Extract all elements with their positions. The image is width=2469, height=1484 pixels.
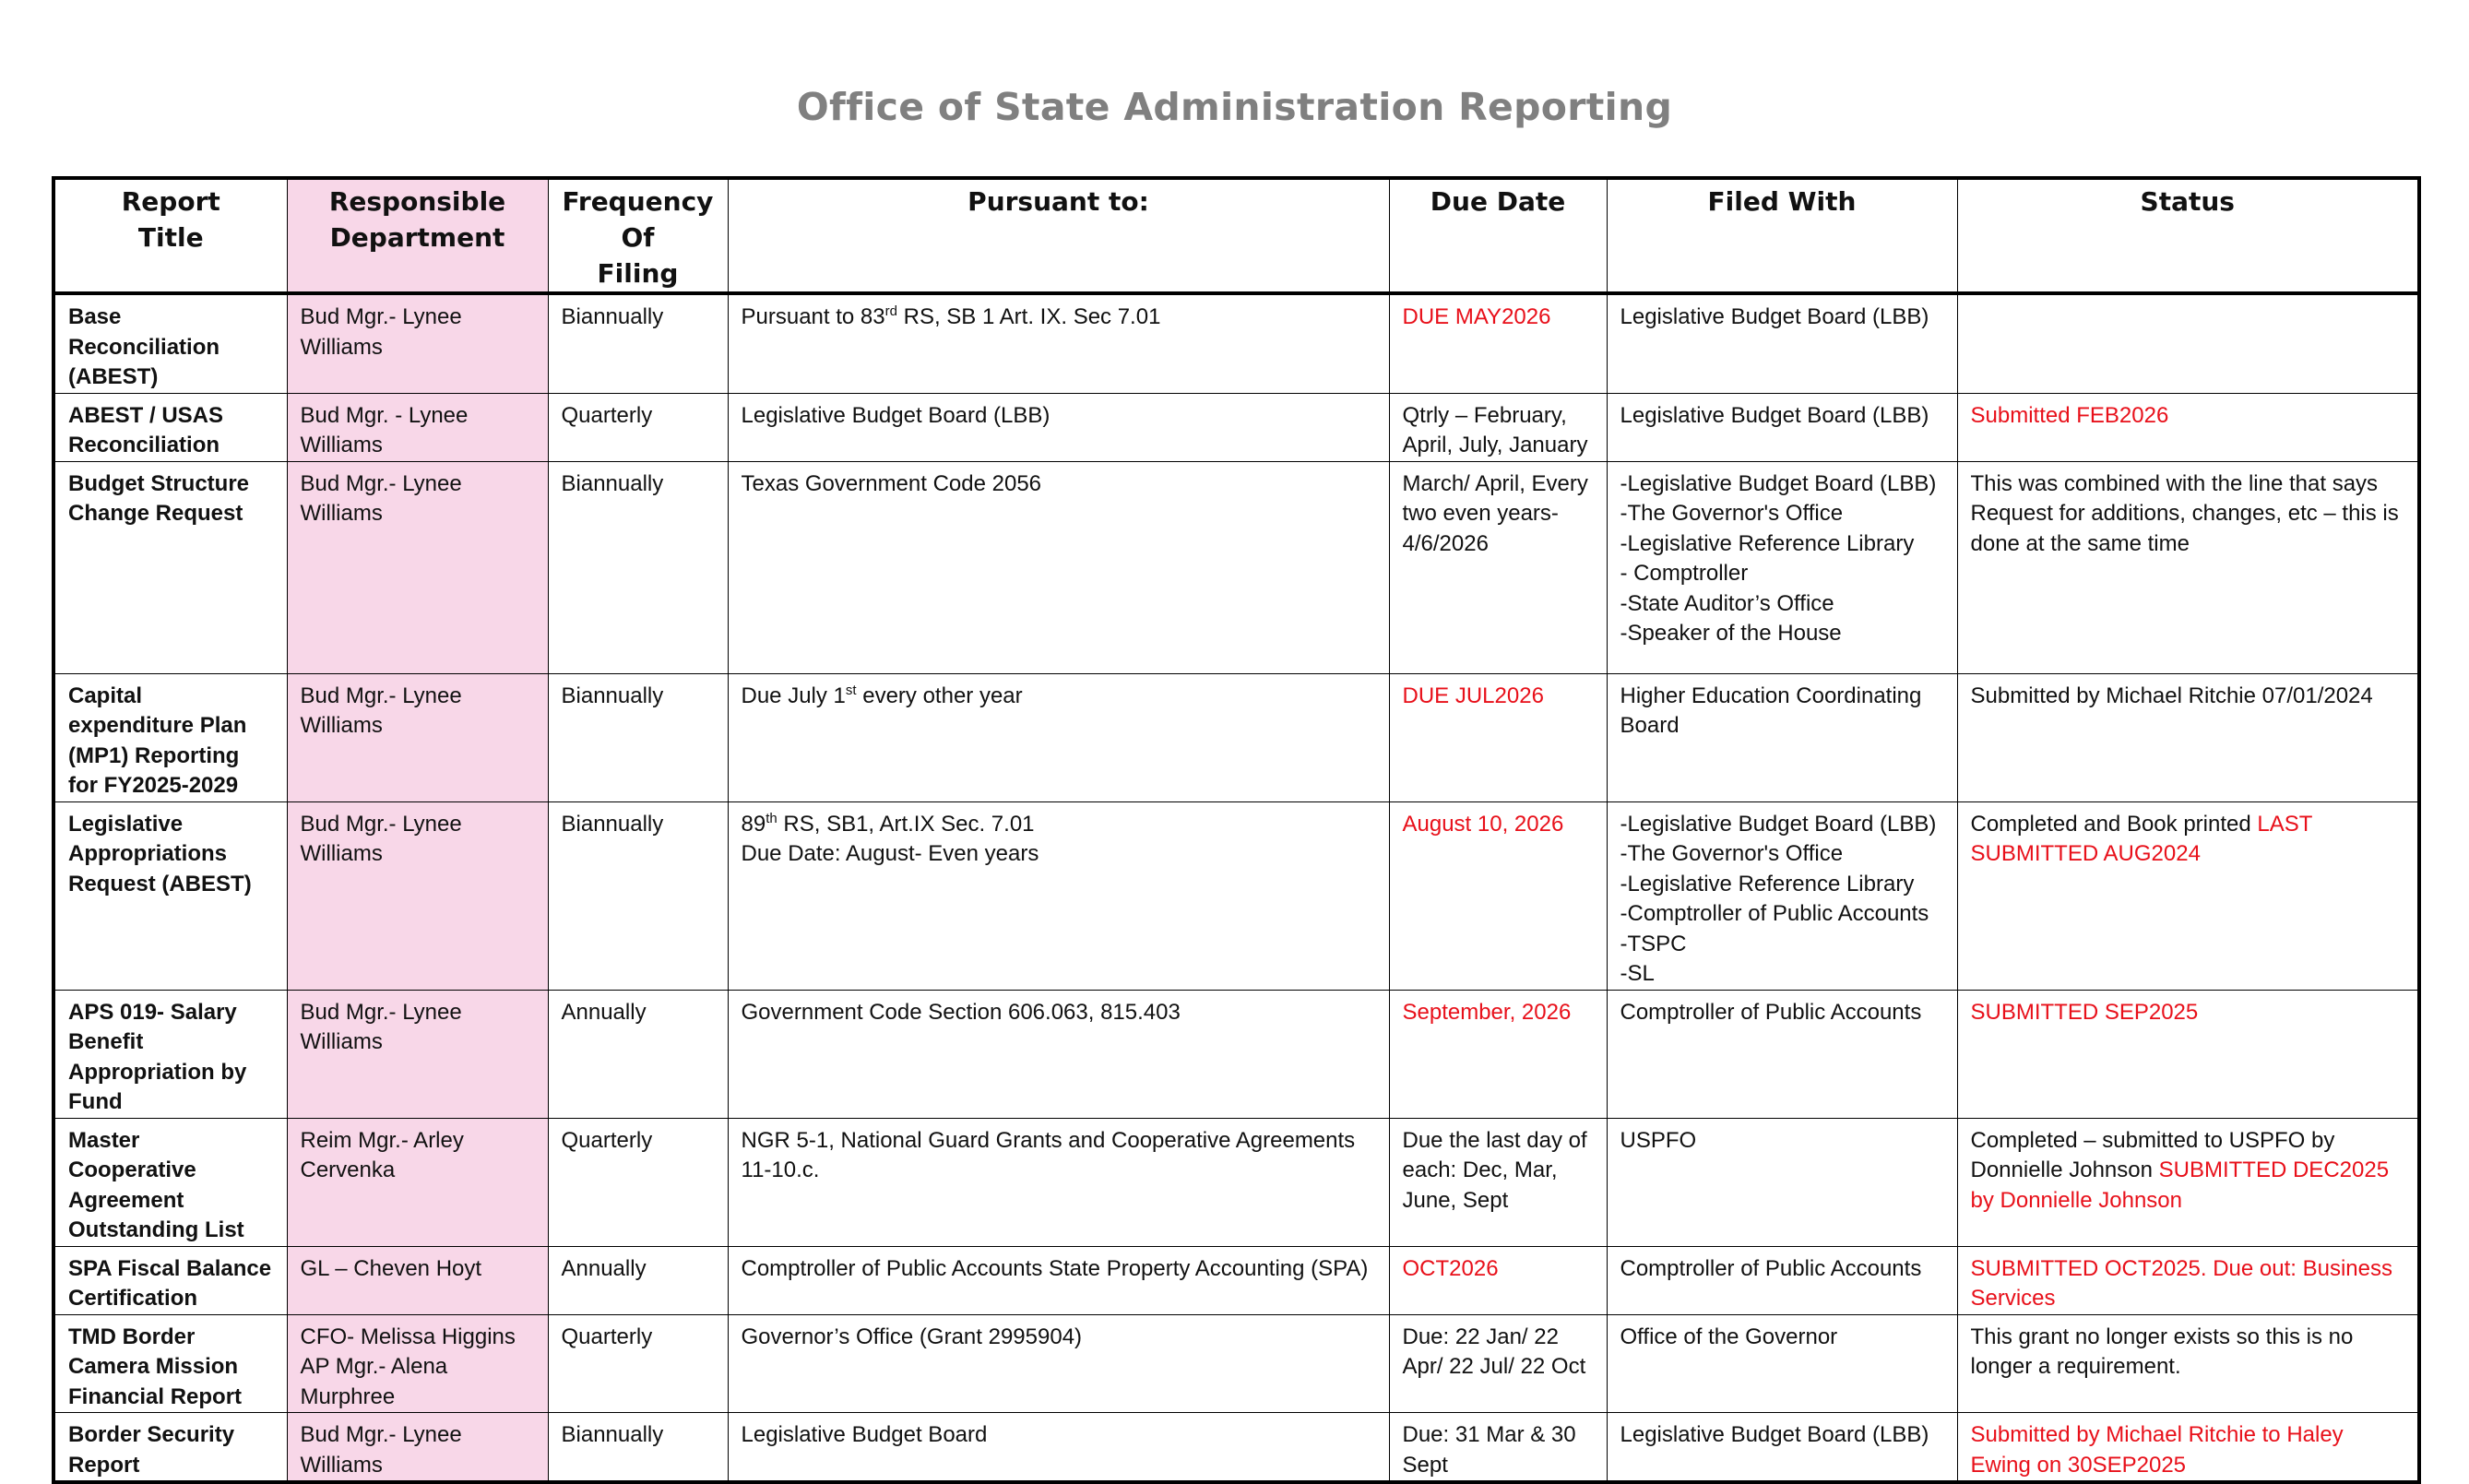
filed-with-cell: Legislative Budget Board (LBB) — [1607, 1413, 1957, 1483]
table-row — [53, 461, 2419, 673]
filed-with-cell: Legislative Budget Board (LBB) — [1607, 293, 1957, 393]
report-title-cell: Border Security Report — [53, 1413, 287, 1483]
frequency-cell: Quarterly — [548, 393, 728, 461]
pursuant-superscript: th — [766, 810, 777, 826]
frequency-cell: Biannually — [548, 293, 728, 393]
status-cell — [1957, 293, 2419, 393]
filed-with-cell: Office of the Governor — [1607, 1314, 1957, 1413]
frequency-cell: Biannually — [548, 801, 728, 990]
filed-with-cell: Comptroller of Public Accounts — [1607, 1246, 1957, 1314]
pursuant-cell — [728, 673, 1389, 801]
table-row — [53, 990, 2419, 1118]
department-cell: Bud Mgr. - Lynee Williams — [287, 393, 548, 461]
pursuant-cell — [728, 801, 1389, 990]
filed-with-cell: Comptroller of Public Accounts — [1607, 990, 1957, 1118]
header-department: Responsible Department — [287, 178, 548, 293]
header-status: Status — [1957, 178, 2419, 293]
due-date-cell: March/ April, Every two even years- 4/6/2026 — [1389, 461, 1607, 673]
due-date-cell: Due the last day of each: Dec, Mar, June, Sept — [1389, 1118, 1607, 1246]
department-cell: Reim Mgr.- Arley Cervenka — [287, 1118, 548, 1246]
report-title-cell: Base Reconciliation (ABEST) — [53, 293, 287, 393]
report-title-cell: ABEST / USAS Reconciliation — [53, 393, 287, 461]
header-due-date: Due Date — [1389, 178, 1607, 293]
department-cell: GL – Cheven Hoyt — [287, 1246, 548, 1314]
pursuant-cell — [728, 393, 1389, 461]
pursuant-text: Legislative Budget Board — [741, 1422, 988, 1447]
status-text: Completed and Book printed — [1970, 811, 2258, 837]
pursuant-text-cont: every other year — [856, 683, 1023, 708]
due-date-cell: Due: 22 Jan/ 22 Apr/ 22 Jul/ 22 Oct — [1389, 1314, 1607, 1413]
header-frequency: Frequency Of Filing — [548, 178, 728, 293]
pursuant-cell — [728, 461, 1389, 673]
pursuant-text-cont: RS, SB 1 Art. IX. Sec 7.01 — [896, 304, 1161, 329]
pursuant-cell — [728, 1413, 1389, 1483]
table-row — [53, 1413, 2419, 1483]
filed-with-cell: Higher Education Coordinating Board — [1607, 673, 1957, 801]
report-title-cell: Budget Structure Change Request — [53, 461, 287, 673]
filed-with-cell: USPFO — [1607, 1118, 1957, 1246]
department-cell: CFO- Melissa Higgins AP Mgr.- Alena Murphree — [287, 1314, 548, 1413]
department-cell: Bud Mgr.- Lynee Williams — [287, 1413, 548, 1483]
pursuant-cell — [728, 293, 1389, 393]
pursuant-text: Governor’s Office (Grant 2995904) — [741, 1324, 1083, 1349]
frequency-cell: Annually — [548, 990, 728, 1118]
department-cell: Bud Mgr.- Lynee Williams — [287, 461, 548, 673]
status-alert-text: SUBMITTED OCT2025. Due out: Business Services — [1970, 1255, 2392, 1311]
pursuant-text: Pursuant to 83 — [741, 304, 885, 329]
status-cell — [1957, 1118, 2419, 1246]
frequency-cell: Biannually — [548, 673, 728, 801]
department-cell: Bud Mgr.- Lynee Williams — [287, 293, 548, 393]
report-title-cell: Legislative Appropriations Request (ABEST) — [53, 801, 287, 990]
frequency-cell: Quarterly — [548, 1314, 728, 1413]
status-text: Submitted by Michael Ritchie 07/01/2024 — [1970, 683, 2373, 708]
status-text: This grant no longer exists so this is no longer a requirement. — [1970, 1324, 2354, 1379]
header-filed-with: Filed With — [1607, 178, 1957, 293]
table-row — [53, 1118, 2419, 1246]
status-cell — [1957, 1314, 2419, 1413]
due-date-cell: Qtrly – February, April, July, January — [1389, 393, 1607, 461]
status-alert-text: SUBMITTED DEC2025 by Donnielle Johnson — [1970, 1158, 2390, 1213]
due-date-cell: September, 2026 — [1389, 990, 1607, 1118]
header-row — [53, 178, 2419, 293]
status-text: Completed – submitted to USPFO by Donnielle Johnson — [1970, 1127, 2335, 1182]
pursuant-text: Legislative Budget Board (LBB) — [741, 402, 1051, 428]
table-row — [53, 393, 2419, 461]
header-report-title: Report Title — [53, 178, 287, 293]
status-text: This was combined with the line that says Request for additions, changes, etc – this is done at the same time — [1970, 470, 2399, 556]
header-pursuant: Pursuant to: — [728, 178, 1389, 293]
filed-with-cell: Legislative Budget Board (LBB) — [1607, 393, 1957, 461]
report-title-cell: Capital expenditure Plan (MP1) Reporting for FY2025-2029 — [53, 673, 287, 801]
department-cell: Bud Mgr.- Lynee Williams — [287, 673, 548, 801]
report-title-cell: TMD Border Camera Mission Financial Report — [53, 1314, 287, 1413]
pursuant-superscript: rd — [884, 303, 897, 319]
table-row — [53, 673, 2419, 801]
department-cell: Bud Mgr.- Lynee Williams — [287, 990, 548, 1118]
pursuant-superscript: st — [845, 682, 857, 698]
status-cell — [1957, 801, 2419, 990]
table-row — [53, 801, 2419, 990]
status-cell — [1957, 673, 2419, 801]
table-row — [53, 1246, 2419, 1314]
report-table — [52, 176, 2421, 1484]
status-cell — [1957, 461, 2419, 673]
pursuant-text: Texas Government Code 2056 — [741, 470, 1042, 496]
pursuant-text: Due July 1 — [741, 683, 846, 708]
pursuant-cell — [728, 1314, 1389, 1413]
frequency-cell: Quarterly — [548, 1118, 728, 1246]
pursuant-cell — [728, 1246, 1389, 1314]
frequency-cell: Biannually — [548, 461, 728, 673]
filed-with-cell: -Legislative Budget Board (LBB) -The Governor's Office -Legislative Reference Library -Comptroller of Public Accounts -TSPC -SL — [1607, 801, 1957, 990]
filed-with-cell: -Legislative Budget Board (LBB) -The Governor's Office -Legislative Reference Library - Comptroller -State Auditor’s Office -Speaker of the House — [1607, 461, 1957, 673]
status-alert-text: Submitted FEB2026 — [1970, 402, 2169, 428]
report-title-cell: APS 019- Salary Benefit Appropriation by Fund — [53, 990, 287, 1118]
status-cell — [1957, 393, 2419, 461]
due-date-cell: DUE MAY2026 — [1389, 293, 1607, 393]
due-date-cell: OCT2026 — [1389, 1246, 1607, 1314]
pursuant-cell — [728, 1118, 1389, 1246]
pursuant-text: Government Code Section 606.063, 815.403 — [741, 999, 1181, 1025]
status-cell — [1957, 1246, 2419, 1314]
due-date-cell: DUE JUL2026 — [1389, 673, 1607, 801]
pursuant-text-cont: RS, SB1, Art.IX Sec. 7.01 Due Date: August- Even years — [741, 811, 1039, 866]
department-cell: Bud Mgr.- Lynee Williams — [287, 801, 548, 990]
status-alert-text: SUBMITTED SEP2025 — [1970, 999, 2199, 1025]
status-cell — [1957, 1413, 2419, 1483]
report-title-cell: Master Cooperative Agreement Outstanding List — [53, 1118, 287, 1246]
frequency-cell: Annually — [548, 1246, 728, 1314]
frequency-cell: Biannually — [548, 1413, 728, 1483]
due-date-cell: Due: 31 Mar & 30 Sept — [1389, 1413, 1607, 1483]
pursuant-text: NGR 5-1, National Guard Grants and Cooperative Agreements 11-10.c. — [741, 1127, 1356, 1182]
table-row — [53, 293, 2419, 393]
report-title-cell: SPA Fiscal Balance Certification — [53, 1246, 287, 1314]
pursuant-cell — [728, 990, 1389, 1118]
pursuant-text: Comptroller of Public Accounts State Property Accounting (SPA) — [741, 1255, 1369, 1281]
pursuant-text: 89 — [741, 811, 766, 837]
status-alert-text: Submitted by Michael Ritchie to Haley Ewing on 30SEP2025 — [1970, 1422, 2344, 1478]
table-row — [53, 1314, 2419, 1413]
due-date-cell: August 10, 2026 — [1389, 801, 1607, 990]
page-title: Office of State Administration Reporting — [796, 85, 1673, 129]
status-alert-text: LAST SUBMITTED AUG2024 — [1970, 811, 2312, 866]
status-cell — [1957, 990, 2419, 1118]
